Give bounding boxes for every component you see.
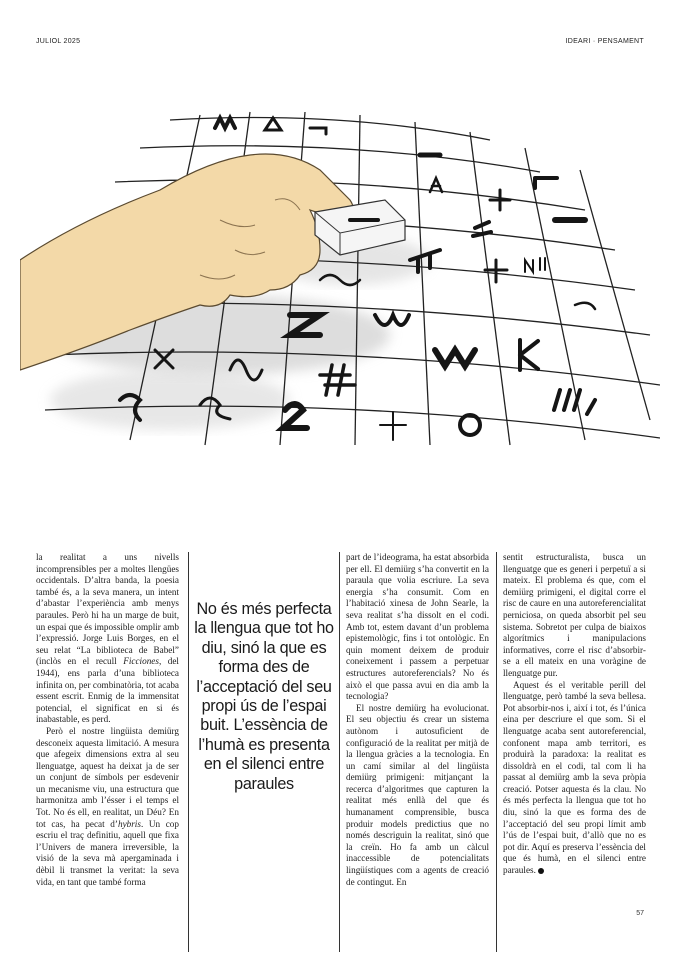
illustration bbox=[20, 100, 660, 450]
column-rule bbox=[188, 552, 189, 952]
column-rule bbox=[339, 552, 340, 952]
paragraph: la realitat a uns nivells incomprensibles per a moltes llengües occidentals. D’altra banda, la poesia també és, a la seva manera, un intent d’abastar l’experiència amb menys paraules. Però hi ha un marge de buit, un espai que és impossible omplir amb l’expressió. Jorge Luis Borges, en el seu relat “La biblioteca de Babel” (inclòs en el recull Ficciones, del 1944), ens parla d’una biblioteca infinita on, per combinatòria, tot acaba essent escrit. Enmig de la immensitat potencial, el significat en si és inabastable, es perd. bbox=[36, 552, 179, 725]
page-number: 57 bbox=[636, 910, 644, 917]
paragraph: El nostre demiürg ha evolucionat. El seu objectiu és crear un sistema autònom i autosuficient de configuració de la realitat per mitjà de la llengua gràcies a la tecnologia. En un camí similar al del lingüista demiürg primigeni: mitjançant la recerca d’algoritmes que capturen la realitat més enllà del que és humanament comprensible, busca produir models predictius que no només descriguin la realitat, sinó que la creïn. Ho fa amb un càlcul inaccessible de potencialitats lingüístiques com a agents de creació de contingut. En bbox=[346, 702, 489, 887]
paragraph: Aquest és el veritable perill del llenguatge, però també la seva bellesa. Pot absorbir-nos i, així i tot, és l’única eina per descriure el que som. Si el llenguatge acaba sent autoreferencial, confonent mapa amb territori, es produirà la paradoxa: la realitat es dissoldrà en el codi, tal com li ha passat al demiürg amb la seva pròpia creació. Potser aquesta és la clau. No és més perfecta la llengua que tot ho diu, sinó la que es forma des de l’acceptació del seu propi límit amb l’ús de l’espai buit, d’allò que no es pot dir. Aquí es preserva l’essència del que és humà, en el silenci entre paraules. bbox=[503, 679, 646, 876]
text-column-3 bbox=[346, 552, 489, 888]
column-rule bbox=[496, 552, 497, 952]
text-column-1 bbox=[36, 552, 179, 888]
text-column-4 bbox=[503, 552, 646, 877]
section-label: IDEARI · PENSAMENT bbox=[565, 38, 644, 45]
paragraph: sentit estructuralista, busca un llenguatge que es generi i perpetuï a si mateix. El problema és que, com el demiürg primigeni, el digital corre el risc de caure en una autoreferencialitat perniciosa, on queda absorbit pel seu sistema. Sobretot per culpa de biaixos algorítmics i manipulacions informatives, corre el risc d’absorbir-se a ell mateix en una voràgine de llenguatge pur. bbox=[503, 552, 646, 678]
paragraph: part de l’ideograma, ha estat absorbida per ell. El demiürg s’ha convertit en la paraula que volia escriure. La seva energia s’ha consumit. Com en l’habitació xinesa de John Searle, la seva realitat s’ha dissolt en el codi. Amb tot, estem davant d’un problema epistemològic, fins i tot ontològic. En quin moment deixem de produir coneixement i passem a perpetuar estructures autoreferencials? No és això el que passa avui en dia amb la tecnologia? bbox=[346, 552, 489, 702]
paragraph: Però el nostre lingüista demiürg desconeix aquesta limitació. A mesura que afegeix dimensions extra al seu llenguatge, aquest ha deixat ja de ser un conjunt de símbols per esdevenir un mecanisme viu, una estructura que harmonitza amb l’ésser i el temps el Tot. No és ell, en realitat, un Déu? En tot cas, ha pecat d’hybris. Un cop escriu el traç definitiu, aquell que fixa l’Univers de manera irreversible, la visió de la seva mà apergaminada i dèbil li transmet la veritat: la seva vida, en tant que també forma bbox=[36, 725, 179, 887]
end-mark-icon bbox=[538, 868, 544, 874]
issue-date: JULIOL 2025 bbox=[36, 38, 81, 45]
pull-quote: No és més perfecta la llengua que tot ho diu, sinó la que es forma des de l’acceptació del seu propi ús de l’espai buit. L’essència de l’humà es presenta en el silenci entre paraules bbox=[194, 600, 334, 793]
